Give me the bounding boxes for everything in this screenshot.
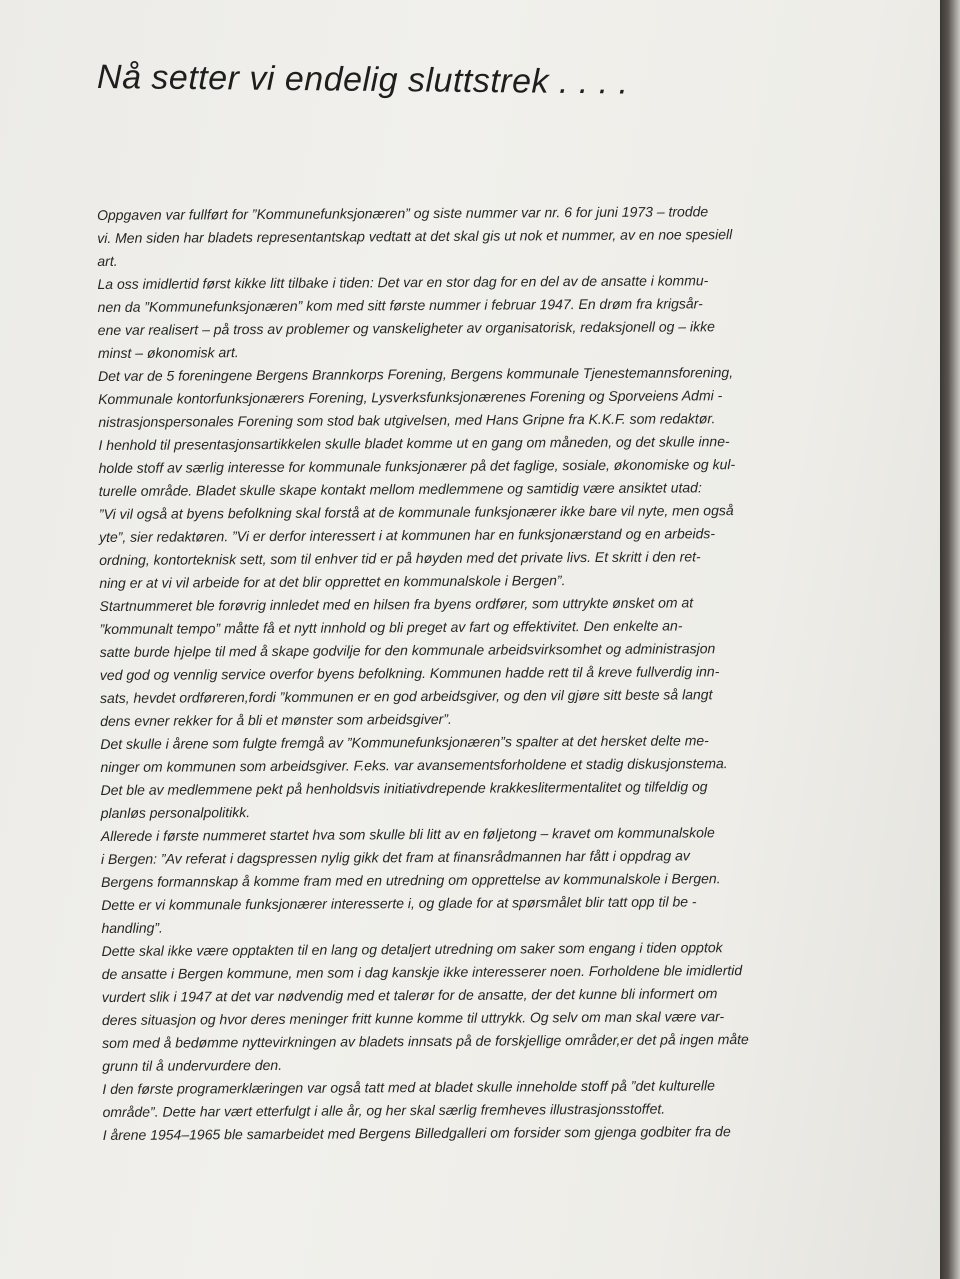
text-line: ene var realisert – på tross av problemer og vanskeligheter av organisatorisk, redaksjonell og – ikke [97, 318, 715, 338]
text-line: turelle område. Bladet skulle skape kontakt mellom medlemmene og samtidig være ansiktet utad: [98, 479, 702, 499]
page-title: Nå setter vi endelig sluttstrek . . . . [96, 58, 629, 102]
text-line: ”kommunalt tempo” måtte få et nytt innhold og bli preget av fart og effektivitet. Den enkelte an- [99, 617, 683, 637]
text-line: vi. Men siden har bladets representantskap vedtatt at det skal gis ut nok et nummer, av en noe spesiell [97, 226, 733, 246]
text-line: Allerede i første nummeret startet hva som skulle bli litt av en føljetong – kravet om kommunalskole [100, 824, 715, 844]
text-line: Det skulle i årene som fulgte fremgå av ”Kommunefunksjonæren”s spalter at det hersket delte me- [100, 732, 709, 752]
text-line: yte”, sier redaktøren. ”Vi er derfor interessert i at kommunen har en funksjonærstand og en arbeids- [98, 525, 716, 545]
article-body [97, 200, 813, 1147]
text-line: Det ble av medlemmene pekt på henholdsvis initiativdrepende krakkeslitermentalitet og tilfeldig og [100, 778, 708, 798]
text-line: område”. Dette har vært etterfulgt i alle år, og her skal særlig fremheves illustrasjonsstoffet. [102, 1100, 666, 1120]
text-line: ”Vi vil også at byens befolkning skal forstå at de kommunale funksjonærer ikke bare vil nyte, men også [98, 502, 734, 522]
text-line: de ansatte i Bergen kommune, men som i dag kanskje ikke interesserer noen. Forholdene ble imidlertid [101, 962, 743, 982]
text-line: nen da ”Kommunefunksjonæren” kom med sitt første nummer i februar 1947. En drøm fra krigsår- [97, 295, 703, 315]
text-line: vurdert slik i 1947 at det var nødvendig med et talerør for de ansatte, der det kunne bli informert om [101, 985, 718, 1005]
text-line: handling”. [101, 919, 163, 936]
text-line: ordning, kontorteknisk sett, som til enhver tid er på høyden med det private livs. Et skritt i den ret- [99, 548, 701, 568]
text-line: I henhold til presentasjonsartikkelen skulle bladet komme ut en gang om måneden, og det skulle inne- [98, 433, 730, 453]
text-line: I den første programerklæringen var også tatt med at bladet skulle inneholde stoff på ”det kulturelle [102, 1077, 715, 1097]
text-line: grunn til å undervurdere den. [102, 1056, 283, 1074]
text-line: Dette er vi kommunale funksjonærer interesserte i, og glade for at spørsmålet blir tatt opp til be - [101, 893, 697, 913]
text-line: ninger om kommunen som arbeidsgiver. F.eks. var avansementsforholdene et stadig diskusjonstema. [100, 755, 728, 775]
text-line: ning er at vi vil arbeide for at det blir opprettet en kommunalskole i Bergen”. [99, 572, 566, 591]
text-line: nistrasjonspersonales Forening som stod bak utgivelsen, med Hans Gripne fra K.K.F. som redaktør. [98, 410, 716, 430]
text-line: satte burde hjelpe til med å skape godvilje for den kommunale arbeidsvirksomhet og administrasjon [99, 640, 716, 660]
text-line: Bergens formannskap å komme fram med en utredning om opprettelse av kommunalskole i Bergen. [101, 870, 721, 890]
text-line: planløs personalpolitikk. [100, 804, 251, 821]
text-line: i Bergen: ”Av referat i dagspressen nylig gikk det fram at finansrådmannen har fått i oppdrag av [100, 847, 690, 867]
text-line: sats, hevdet ordføreren,fordi ”kommunen er en god arbeidsgiver, og den vil gjøre sitt beste så langt [99, 686, 713, 706]
book-spine-edge [940, 0, 960, 1279]
text-line: La oss imidlertid først kikke litt tilbake i tiden: Det var en stor dag for en del av de ansatte i kommu- [97, 272, 709, 292]
text-line: Dette skal ikke være opptakten til en lang og detaljert utredning om saker som engang i tiden opptok [101, 939, 723, 959]
text-line: Startnummeret ble forøvrig innledet med en hilsen fra byens ordfører, som uttrykte ønsket om at [99, 594, 694, 614]
text-line: dens evner rekker for å bli et mønster som arbeidsgiver”. [100, 710, 452, 729]
text-line: I årene 1954–1965 ble samarbeidet med Bergens Billedgalleri om forsider som gjenga godbiter fra de [102, 1123, 731, 1143]
text-line: deres situasjon og hvor deres meninger fritt kunne komme til uttrykk. Og selv om man skal være var- [101, 1008, 725, 1028]
text-line: minst – økonomisk art. [97, 344, 239, 361]
text-line: Det var de 5 foreningene Bergens Brannkorps Forening, Bergens kommunale Tjenestemannsforening, [98, 364, 734, 384]
text-line: som med å bedømme nyttevirkningen av bladets innsats på de forskjellige områder,er det på ingen måte [102, 1031, 749, 1051]
text-line: holde stoff av særlig interesse for kommunale funksjonærer på det faglige, sosiale, økonomiske og kul- [98, 456, 736, 476]
text-line: art. [97, 252, 118, 269]
text-line: Oppgaven var fullført for ”Kommunefunksjonæren” og siste nummer var nr. 6 for juni 1973 – trodde [97, 203, 709, 223]
text-line: ved god og vennlig service overfor byens befolkning. Kommunen hadde rett til å kreve fullverdig inn- [99, 663, 720, 683]
text-line: Kommunale kontorfunksjonærers Forening, Lysverksfunksjonærenes Forening og Sporveiens Admi - [98, 387, 723, 407]
